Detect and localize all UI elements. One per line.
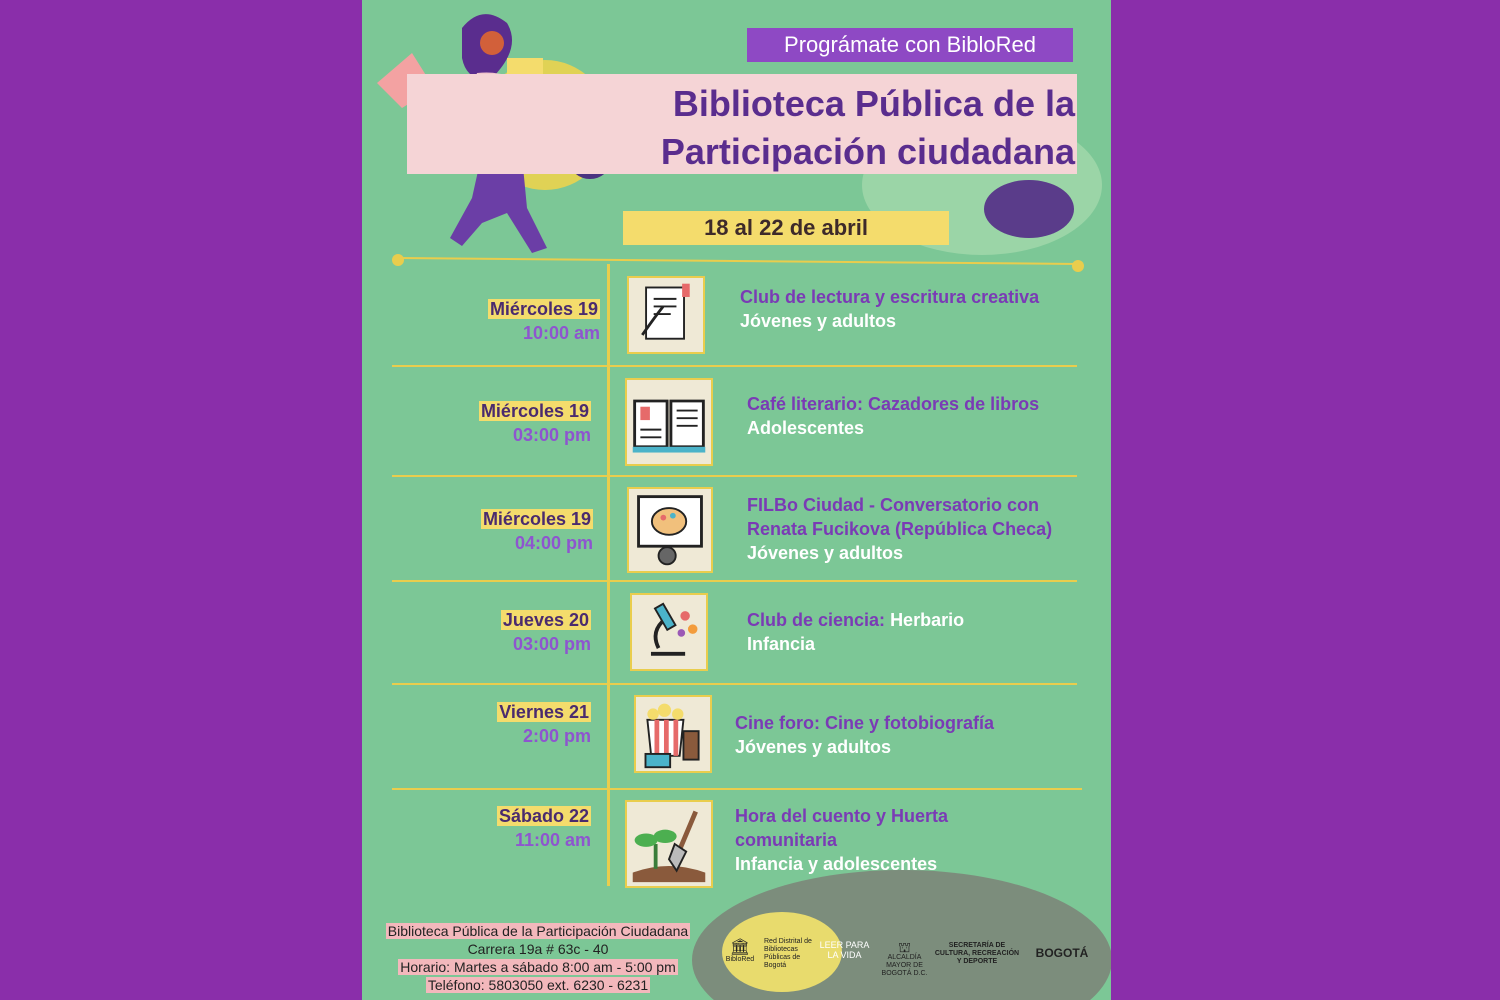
red-distrital-logo: Red Distrital de Bibliotecas Públicas de Bogotá [764,938,812,969]
title-line-1: Biblioteca Pública de la [672,83,1075,124]
row-divider [392,365,1077,367]
event-day: Miércoles 19 [480,401,589,421]
event-time: 11:00 am [514,830,591,850]
event-title-line-1: Hora del cuento y Huerta [735,806,949,826]
alcaldia-logo: ⛫ ALCALDÍA MAYOR DE BOGOTÁ D.C. [881,939,928,977]
event-5-when [497,700,591,748]
event-time: 2:00 pm [522,726,591,746]
palette-easel-icon [627,487,713,573]
event-title: Café literario: Cazadores de libros [747,394,1040,414]
event-audience: Jóvenes y adultos [740,311,897,331]
event-day: Miércoles 19 [482,509,591,529]
event-time: 04:00 pm [514,533,593,553]
event-audience: Jóvenes y adultos [735,737,892,757]
event-title [747,608,964,632]
event-title-prefix: Club de ciencia: [747,610,886,630]
event-4-when [501,608,591,656]
footer-library-name: Biblioteca Pública de la Participación Ciudadana [387,923,689,939]
event-5-details [735,711,994,759]
event-audience: Infancia [747,634,816,654]
event-1-details [740,285,1039,333]
event-1-when [488,297,600,345]
event-title-line-2: comunitaria [735,830,838,850]
sprout-trowel-icon [625,800,713,888]
timeline-dot-left [392,254,404,266]
row-divider [392,788,1082,790]
microscope-icon [630,593,708,671]
event-audience: Jóvenes y adultos [747,543,904,563]
program-tag: Prográmate con BibloRed [747,28,1073,62]
row-divider [392,580,1077,582]
timeline-spine [607,264,610,886]
timeline-top-line [398,257,1078,265]
event-6-details [735,804,948,876]
event-title-line-2: Renata Fucikova (República Checa) [747,519,1053,539]
footer-phone: Teléfono: 5803050 ext. 6230 - 6231 [427,977,649,993]
row-divider [392,683,1077,685]
event-4-details [747,608,964,656]
event-time: 03:00 pm [512,425,591,445]
event-poster [362,0,1111,1000]
date-range: 18 al 22 de abril [623,211,949,245]
event-title-line-1: FILBo Ciudad - Conversatorio con [747,495,1040,515]
title-line-2: Participación ciudadana [660,131,1075,172]
row-divider [392,475,1077,477]
event-day: Miércoles 19 [489,299,598,319]
event-audience: Adolescentes [747,418,865,438]
footer-address: Carrera 19a # 63c - 40 [467,941,609,957]
open-book-icon [625,378,713,466]
decor-blob-purple [984,180,1074,238]
event-2-when [479,399,591,447]
event-3-when [481,507,593,555]
footer-hours: Horario: Martes a sábado 8:00 am - 5:00 pm [400,959,676,975]
bogota-logo: BOGOTÁ [1035,946,1089,960]
event-day: Sábado 22 [498,806,589,826]
popcorn-cinema-icon [634,695,712,773]
event-2-details [747,392,1039,440]
event-time: 03:00 pm [512,634,591,654]
event-title: Club de lectura y escritura creativa [740,287,1040,307]
biblored-logo: 🏛 BibloRed [725,939,755,963]
event-title-highlight: Herbario [890,610,965,630]
timeline-dot-right [1072,260,1084,272]
event-time: 10:00 am [522,323,600,343]
event-3-details [747,493,1052,565]
event-day: Viernes 21 [499,702,589,722]
event-6-when [497,804,591,852]
event-day: Jueves 20 [502,610,589,630]
leer-para-la-vida-logo: LEER PARA LA VIDA [819,940,870,960]
event-audience: Infancia y adolescentes [735,854,938,874]
event-title: Cine foro: Cine y fotobiografía [735,713,994,733]
scroll-quill-icon [627,276,705,354]
page-title [661,80,1075,176]
secretaria-cultura-logo: SECRETARÍA DE CULTURA, RECREACIÓN Y DEPORTE [934,942,1020,965]
footer-info [372,922,704,994]
